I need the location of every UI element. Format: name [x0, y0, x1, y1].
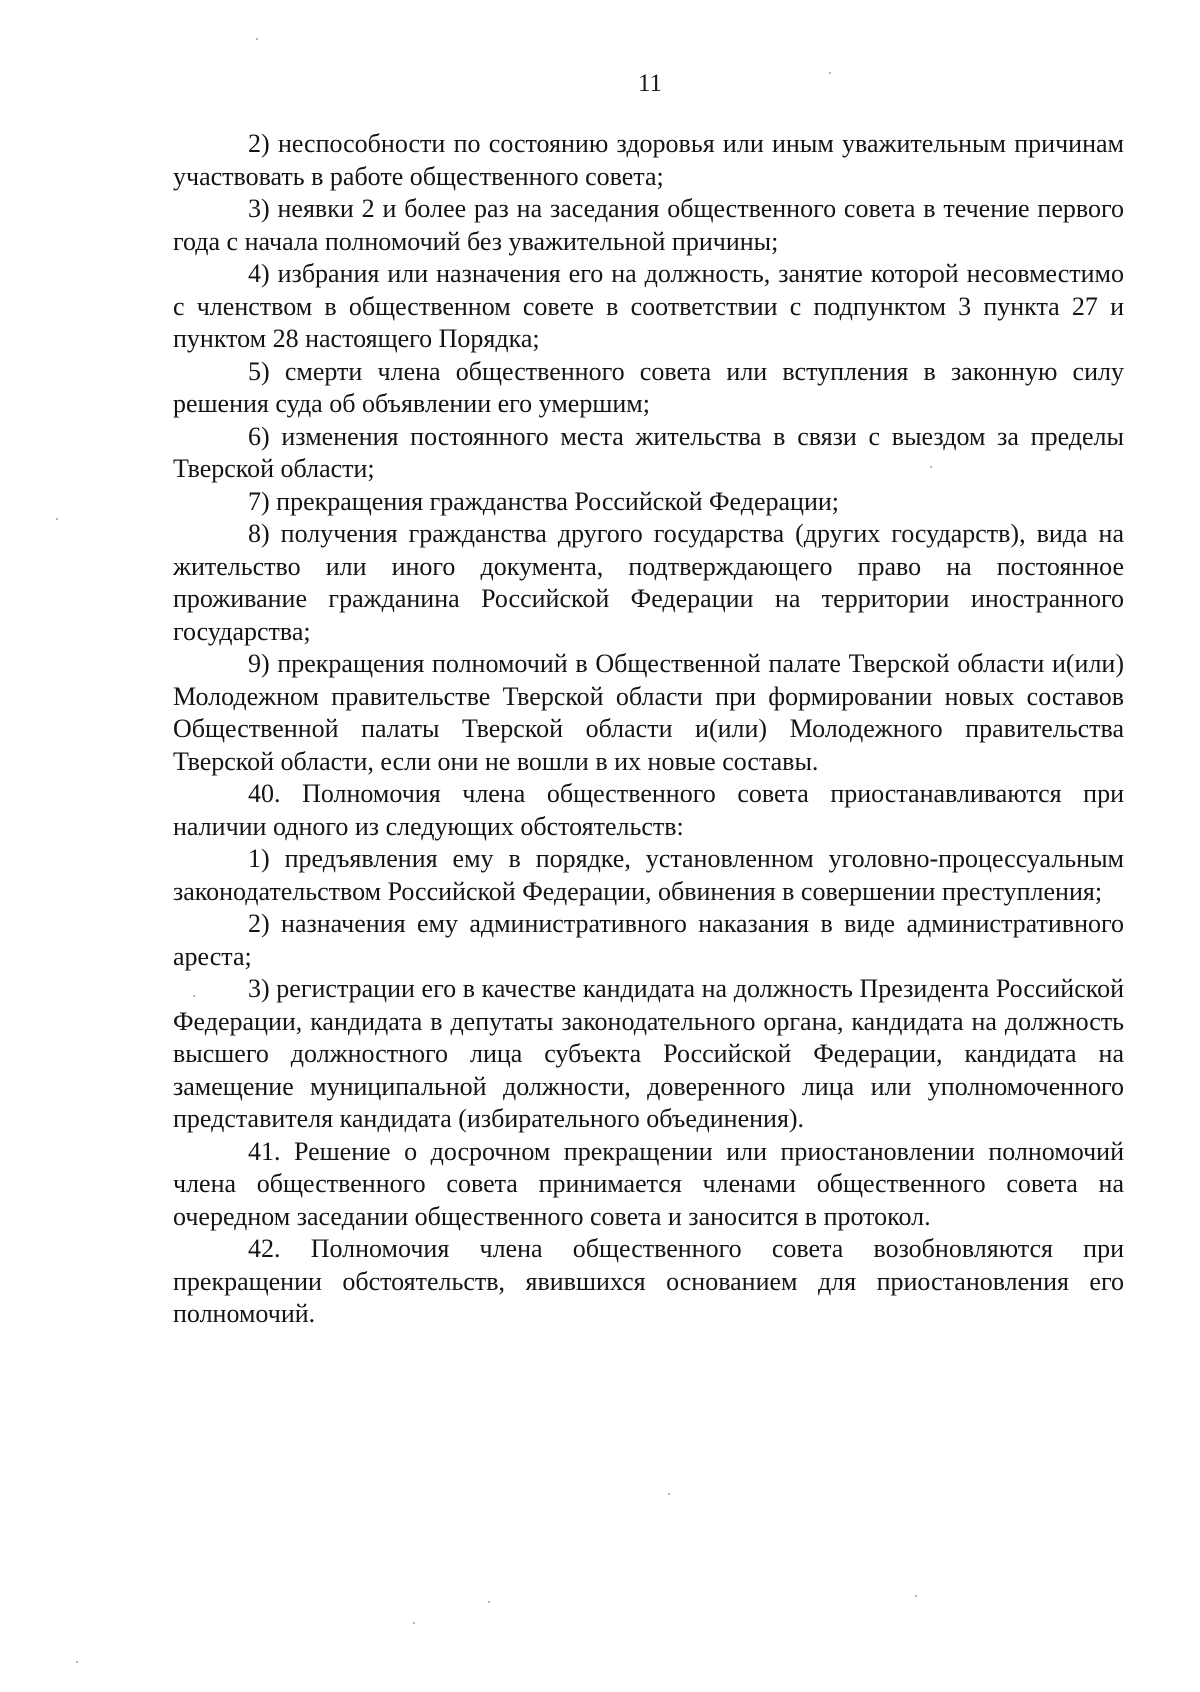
scan-speck	[829, 72, 831, 74]
section-42-restoration: 42. Полномочия члена общественного совета возобновляются при прекращении обстоятельств, явившихся основанием для приостановления его полномочий.	[173, 1234, 1124, 1328]
section-41-decision: 41. Решение о досрочном прекращении или приостановлении полномочий члена общественного совета принимается членами общественного совета на очередном заседании общественного совета и заносится в протокол.	[173, 1136, 1124, 1231]
scan-speck	[668, 1493, 670, 1495]
list-item-3-absences: 3) неявки 2 и более раз на заседания общественного совета в течение первого года с начала полномочий без уважительной причины;	[173, 194, 1124, 256]
list-item-6-relocation: 6) изменения постоянного места жительства в связи с выездом за пределы Тверской области;	[173, 421, 1124, 483]
suspension-item-1-charges: 1) предъявления ему в порядке, установленном уголовно-процессуальным законодательством Российской Федерации, обвинения в совершении преступления;	[173, 844, 1124, 906]
scan-speck	[488, 1601, 490, 1603]
scan-speck	[256, 38, 258, 40]
section-40-suspension: 40. Полномочия члена общественного совета приостанавливаются при наличии одного из следующих обстоятельств:	[173, 779, 1124, 841]
list-item-2-incapacity: 2) неспособности по состоянию здоровья или иным уважительным причинам участвовать в работе общественного совета;	[173, 129, 1124, 191]
list-item-7-citizenship-loss: 7) прекращения гражданства Российской Федерации;	[248, 486, 840, 516]
scan-speck	[193, 995, 195, 997]
page-number: 11	[637, 70, 663, 97]
scan-speck	[56, 518, 58, 520]
scan-speck	[76, 1661, 78, 1663]
list-item-5-death: 5) смерти члена общественного совета или вступления в законную силу решения суда об объявлении его умершим;	[173, 356, 1124, 418]
list-item-4-appointment: 4) избрания или назначения его на должность, занятие которой несовместимо с членством в общественном совете в соответствии с подпунктом 3 пункта 27 и пунктом 28 настоящего Порядка;	[173, 259, 1124, 353]
document-body	[173, 128, 1124, 1331]
list-item-9-public-chamber: 9) прекращения полномочий в Общественной палате Тверской области и(или) Молодежном правительстве Тверской области при формировании новых составов Общественной палаты Тверской области и(или) Молодежного правительства Тверской области, если они не вошли в их новые составы.	[173, 649, 1124, 776]
scan-speck	[413, 1622, 415, 1624]
scan-speck	[915, 1595, 917, 1597]
list-item-8-foreign-citizenship: 8) получения гражданства другого государства (других государств), вида на жительство или иного документа, подтверждающего право на постоянное проживание гражданина Российской Федерации на территории иностранного государства;	[173, 519, 1124, 646]
scan-speck	[930, 466, 932, 468]
suspension-item-3-candidacy: 3) регистрации его в качестве кандидата на должность Президента Российской Федерации, кандидата в депутаты законодательного органа, кандидата на должность высшего должностного лица субъекта Российской Федерации, кандидата на замещение муниципальной должности, доверенного лица или уполномоченного представителя кандидата (избирательного объединения).	[173, 974, 1124, 1133]
suspension-item-2-arrest: 2) назначения ему административного наказания в виде административного ареста;	[173, 909, 1124, 971]
